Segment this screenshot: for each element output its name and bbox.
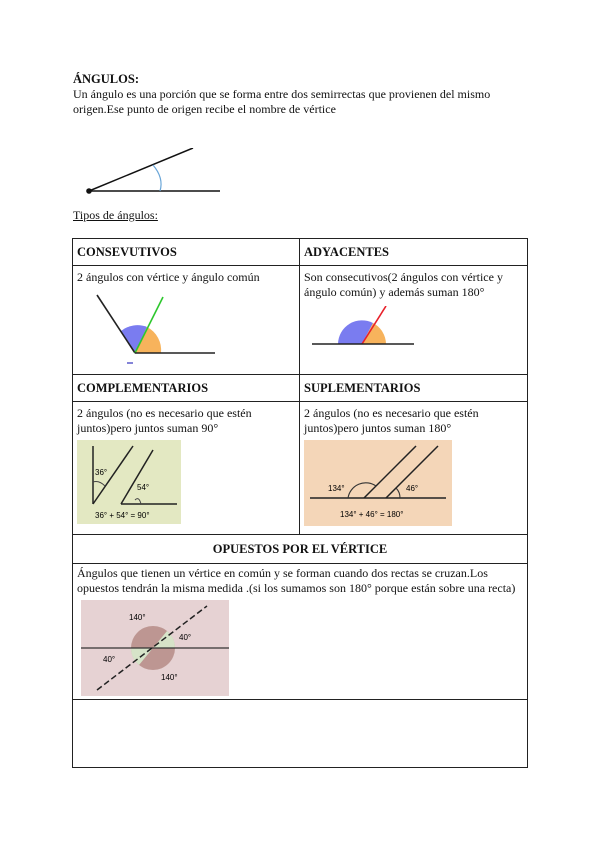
intro-line-1: Un ángulo es una porción que se forma entre dos semirrectas que provienen del mismo [73, 87, 491, 101]
adjacent-header-cell [300, 239, 528, 266]
opposite-title: OPUESTOS POR EL VÉRTICE [212, 541, 388, 556]
types-label: Tipos de ángulos: [73, 208, 158, 222]
supplementary-desc: 2 ángulos (no es necesario que estén juntos)pero juntos suman 180° [304, 406, 479, 435]
adjacent-title: ADYACENTES [304, 244, 389, 259]
adjacent-body-cell [300, 266, 528, 375]
consecutive-figure [87, 293, 227, 365]
complementary-angle-a: 36° [95, 468, 108, 477]
supplementary-angle-b: 46° [406, 484, 419, 493]
supplementary-figure [304, 440, 452, 526]
intro-line-2: origen.Ese punto de origen recibe el nombre de vértice [73, 102, 336, 116]
empty-row-cell [73, 700, 528, 768]
opposite-body-cell [73, 564, 528, 700]
supplementary-title: SUPLEMENTARIOS [304, 380, 421, 395]
opposite-angle-top: 140° [129, 613, 146, 622]
basic-angle-diagram [80, 148, 225, 198]
consecutive-left-ray [97, 295, 135, 353]
supplementary-angle-a: 134° [328, 484, 345, 493]
complementary-figure [77, 440, 181, 524]
angle-arc [153, 165, 161, 191]
page-title: ÁNGULOS: [73, 72, 139, 86]
consecutive-desc: 2 ángulos con vértice y ángulo común [77, 270, 260, 284]
opposite-desc: Ángulos que tienen un vértice en común y se forman cuando dos rectas se cruzan.Los opuestos tendrán la misma medida .(si los sumamos son 180° porque están sobre una recta) [77, 566, 516, 595]
complementary-equation: 36° + 54° = 90° [95, 511, 150, 520]
vertex-dot [86, 188, 92, 194]
complementary-angle-b: 54° [137, 483, 150, 492]
complementary-desc: 2 ángulos (no es necesario que estén juntos)pero juntos suman 90° [77, 406, 252, 435]
opposite-angle-right: 40° [179, 633, 192, 642]
intro-paragraph [73, 87, 513, 117]
consecutive-title: CONSEVUTIVOS [77, 244, 177, 259]
supplementary-header-cell [300, 375, 528, 402]
supplementary-equation: 134° + 46° = 180° [340, 510, 404, 519]
adjacent-desc: Son consecutivos(2 ángulos con vértice y ángulo común) y además suman 180° [304, 270, 503, 299]
adjacent-figure [310, 306, 420, 352]
supplementary-body-cell [300, 402, 528, 535]
opposite-angle-left: 40° [103, 655, 116, 664]
complementary-body-cell [73, 402, 300, 535]
complementary-header-cell [73, 375, 300, 402]
complementary-title: COMPLEMENTARIOS [77, 380, 209, 395]
angle-upper-ray [89, 148, 193, 191]
consecutive-body-cell [73, 266, 300, 375]
opposite-header-cell [73, 535, 528, 564]
angle-types-table [72, 238, 528, 768]
consecutive-header-cell [73, 239, 300, 266]
opposite-figure [81, 600, 229, 696]
opposite-angle-bottom: 140° [161, 673, 178, 682]
